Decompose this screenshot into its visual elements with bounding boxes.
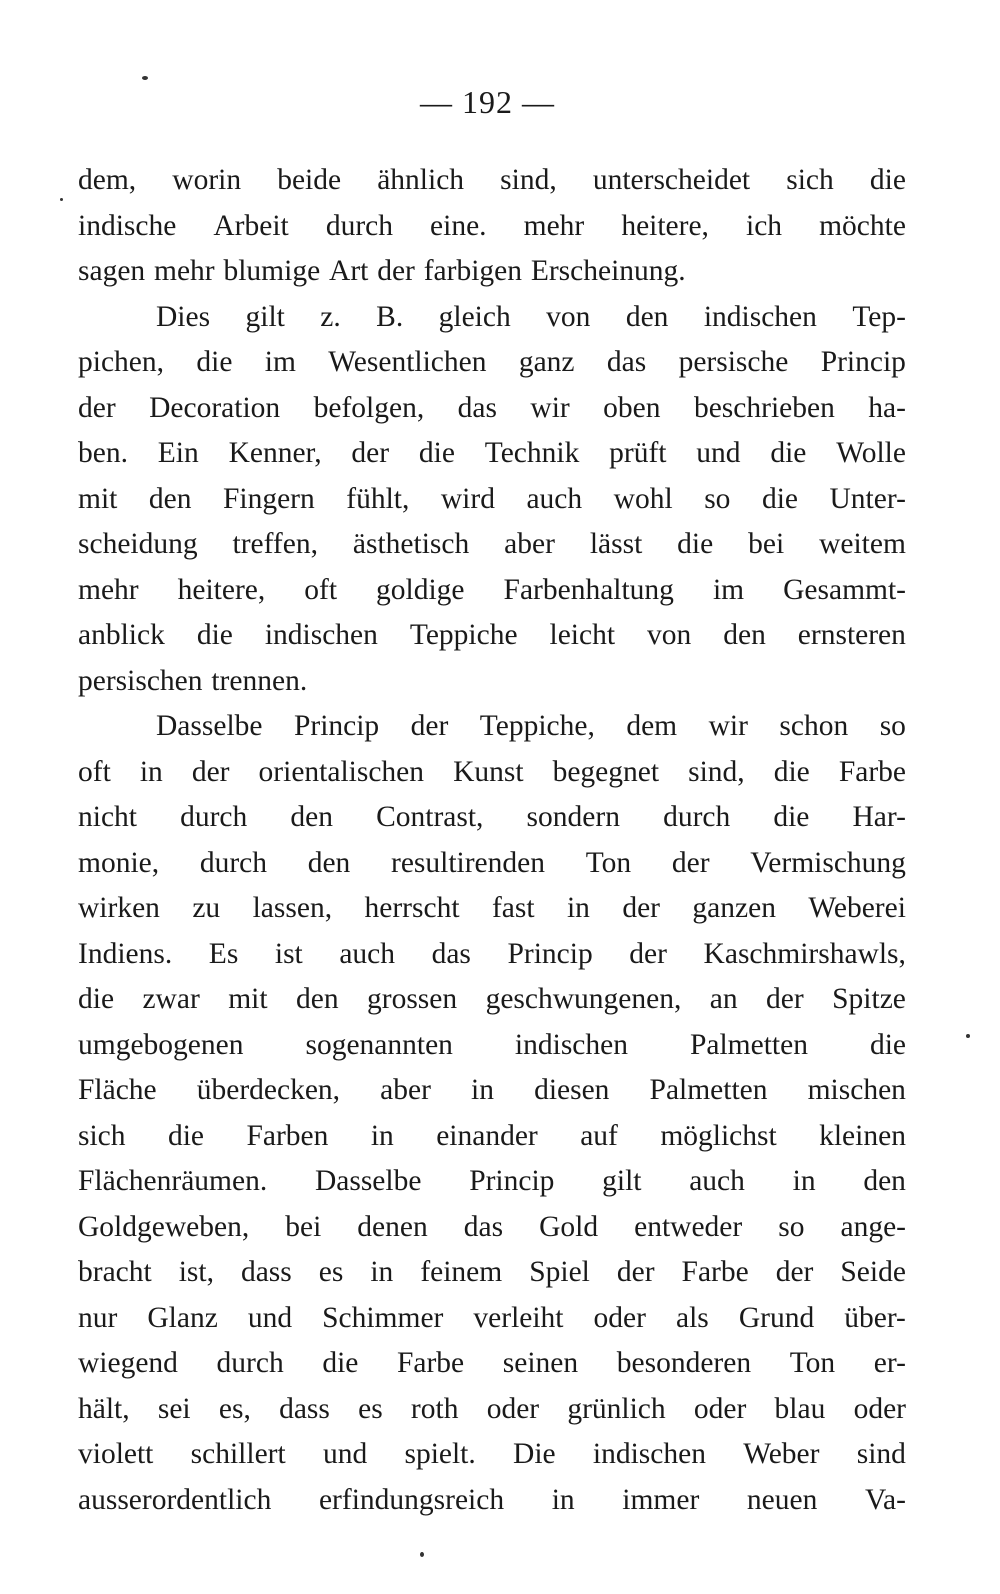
word: Es xyxy=(208,937,239,970)
word: durch xyxy=(180,801,248,833)
text-line xyxy=(78,932,906,978)
word: und xyxy=(696,437,741,469)
word: mit xyxy=(78,482,118,515)
word: Gold xyxy=(539,1210,599,1243)
word: Glanz xyxy=(147,1301,218,1334)
word: Weberei xyxy=(808,892,906,924)
word: Spitze xyxy=(832,983,906,1015)
word: in xyxy=(551,1483,575,1516)
word: über- xyxy=(844,1301,906,1334)
word: wiegend xyxy=(78,1347,178,1379)
word: Princip xyxy=(293,710,380,742)
word: orientalischen xyxy=(258,755,425,788)
word: durch xyxy=(325,209,393,242)
word: Ein xyxy=(157,437,199,469)
word: den xyxy=(625,300,669,333)
word: dass xyxy=(240,1256,292,1288)
word: mehr xyxy=(523,209,585,242)
print-speck xyxy=(420,1552,424,1557)
word: das xyxy=(463,1210,504,1243)
word: oder xyxy=(693,1392,747,1425)
word: wird xyxy=(440,482,495,515)
word: den xyxy=(295,983,339,1015)
word: der xyxy=(766,983,804,1015)
word: der xyxy=(616,1256,655,1288)
word: worin xyxy=(172,164,242,196)
word: Wesentlichen xyxy=(328,346,487,378)
word: z. xyxy=(320,300,341,333)
word: in xyxy=(471,1074,494,1106)
word: die xyxy=(322,1347,359,1379)
word: an xyxy=(709,983,738,1015)
word: mehr xyxy=(154,255,215,287)
word: im xyxy=(264,346,296,378)
word: den xyxy=(307,846,351,879)
word: besonderen xyxy=(616,1347,752,1379)
text-line xyxy=(78,704,906,750)
word: Princip xyxy=(469,1165,555,1197)
word: sei xyxy=(157,1392,191,1425)
word: indischen xyxy=(592,1438,706,1470)
word: schon xyxy=(779,710,849,742)
word: Schimmer xyxy=(322,1301,444,1334)
text-line xyxy=(78,659,906,705)
word: lassen, xyxy=(252,892,333,924)
word: Flächenräumen. xyxy=(78,1165,268,1197)
word: Teppiche xyxy=(409,619,518,651)
word: Dasselbe xyxy=(314,1165,422,1197)
word: durch xyxy=(216,1347,284,1379)
word: gilt xyxy=(245,300,285,333)
word: mehr xyxy=(78,573,139,606)
word: mit xyxy=(228,983,268,1015)
word: denen xyxy=(357,1210,428,1243)
word: violett xyxy=(78,1438,154,1470)
word: Farbe xyxy=(396,1347,465,1379)
word: die xyxy=(773,755,810,788)
word: der xyxy=(78,391,116,424)
word: auch xyxy=(339,937,396,970)
text-line xyxy=(78,431,906,477)
word: Art xyxy=(329,255,369,287)
text-line xyxy=(78,1068,906,1114)
word: sind, xyxy=(500,164,557,196)
word: von xyxy=(647,619,692,651)
word: Erscheinung. xyxy=(530,255,686,287)
word: in xyxy=(792,1165,816,1197)
word: der xyxy=(622,892,660,924)
word: das xyxy=(431,937,471,970)
word: Palmetten xyxy=(689,1028,808,1061)
word: so xyxy=(704,482,731,515)
word: ange- xyxy=(840,1210,906,1243)
word: Indiens. xyxy=(78,937,173,970)
word: die xyxy=(78,983,115,1015)
word: der xyxy=(191,755,230,788)
word: gleich xyxy=(438,300,511,333)
word: treffen, xyxy=(232,528,318,560)
word: ästhetisch xyxy=(352,528,470,560)
word: Kunst xyxy=(453,755,524,788)
word: mischen xyxy=(807,1074,906,1106)
word: die xyxy=(677,528,714,560)
word: blau xyxy=(774,1392,826,1425)
word: heitere, xyxy=(177,573,266,606)
text-line xyxy=(78,886,906,932)
word: gilt xyxy=(602,1165,642,1197)
word: weitem xyxy=(819,528,906,560)
word: eine. xyxy=(430,209,487,242)
text-line xyxy=(78,568,906,614)
word: sogenannten xyxy=(305,1028,453,1061)
word: oder xyxy=(853,1392,906,1425)
text-line xyxy=(78,795,906,841)
word: prüft xyxy=(609,437,667,469)
word: begegnet xyxy=(552,755,660,788)
word: durch xyxy=(199,846,267,879)
word: Contrast, xyxy=(376,801,484,833)
text-line xyxy=(78,1341,906,1387)
word: fühlt, xyxy=(346,482,410,515)
word: den xyxy=(723,619,766,651)
word: erfindungsreich xyxy=(318,1483,505,1516)
text-line xyxy=(78,1478,906,1524)
word: roth xyxy=(410,1392,459,1425)
word: wir xyxy=(530,391,570,424)
word: sich xyxy=(786,164,834,196)
word: es xyxy=(358,1392,383,1425)
page-number: — 192 — xyxy=(420,84,555,120)
text-line xyxy=(78,977,906,1023)
word: so xyxy=(879,710,906,742)
word: persischen xyxy=(78,664,203,697)
word: Vermischung xyxy=(750,846,906,879)
text-line xyxy=(78,1432,906,1478)
word: bracht xyxy=(78,1256,152,1288)
word: aber xyxy=(504,528,555,560)
word: seinen xyxy=(502,1347,579,1379)
word: sich xyxy=(78,1119,126,1152)
word: Arbeit xyxy=(213,209,289,242)
word: in xyxy=(139,755,163,788)
word: Ton xyxy=(585,846,632,879)
word: aber xyxy=(380,1074,431,1106)
word: Dasselbe xyxy=(156,710,263,742)
word: den xyxy=(863,1165,906,1197)
word: indischen xyxy=(703,300,817,333)
word: befolgen, xyxy=(313,391,425,424)
text-line xyxy=(78,386,906,432)
word: unterscheidet xyxy=(592,164,751,196)
word: Princip xyxy=(507,937,593,970)
word: verleiht xyxy=(473,1301,564,1334)
word: die xyxy=(418,437,455,469)
word: als xyxy=(676,1301,709,1334)
word: ganz xyxy=(518,346,575,378)
word: oben xyxy=(603,391,661,424)
word: Farbe xyxy=(838,755,906,788)
word: die xyxy=(196,619,233,651)
text-line xyxy=(78,1387,906,1433)
word: trennen. xyxy=(211,664,308,697)
word: lässt xyxy=(589,528,643,560)
word: dem, xyxy=(78,164,137,196)
word: den xyxy=(290,801,333,833)
word: die xyxy=(770,437,807,469)
word: leicht xyxy=(549,619,616,651)
word: grossen xyxy=(367,983,458,1015)
word: resultirenden xyxy=(391,846,545,879)
word: Spiel xyxy=(529,1256,590,1288)
word: schillert xyxy=(190,1438,286,1470)
text-line xyxy=(78,1114,906,1160)
word: Weber xyxy=(743,1438,820,1470)
word: beschrieben xyxy=(693,391,835,424)
print-speck xyxy=(60,198,63,201)
word: grünlich xyxy=(567,1392,666,1425)
word: Fläche xyxy=(78,1074,157,1106)
word: wohl xyxy=(613,482,673,515)
text-line xyxy=(78,1250,906,1296)
text-line xyxy=(78,295,906,341)
print-speck xyxy=(966,1034,970,1038)
word: und xyxy=(322,1438,368,1470)
word: es, xyxy=(218,1392,251,1425)
word: geschwungenen, xyxy=(485,983,682,1015)
word: bei xyxy=(748,528,785,560)
word: feinem xyxy=(420,1256,503,1288)
word: der xyxy=(629,937,667,970)
word: Wolle xyxy=(836,437,906,469)
word: Fingern xyxy=(222,482,315,515)
word: auf xyxy=(580,1119,618,1152)
text-line xyxy=(78,841,906,887)
word: die xyxy=(869,164,906,196)
word: der xyxy=(671,846,710,879)
word: Grund xyxy=(738,1301,815,1334)
word: Va- xyxy=(864,1483,906,1516)
word: monie, xyxy=(78,846,160,879)
text-line xyxy=(78,613,906,659)
word: überdecken, xyxy=(196,1074,341,1106)
word: persische xyxy=(678,346,789,378)
word: und xyxy=(247,1301,293,1334)
word: Ton xyxy=(789,1347,836,1379)
word: ich xyxy=(746,209,783,242)
word: sind, xyxy=(688,755,745,788)
word: nur xyxy=(78,1301,118,1334)
text-line xyxy=(78,249,906,295)
word: die xyxy=(167,1119,205,1152)
word: das xyxy=(606,346,647,378)
word: goldige xyxy=(376,573,465,606)
word: ben. xyxy=(78,437,128,469)
word: anblick xyxy=(78,619,165,651)
word: oder xyxy=(593,1301,646,1334)
word: kleinen xyxy=(819,1119,906,1152)
word: Farbenhaltung xyxy=(503,573,674,606)
word: sondern xyxy=(526,801,620,833)
word: dem xyxy=(626,710,678,742)
word: zwar xyxy=(142,983,200,1015)
word: B. xyxy=(376,300,404,333)
word: Kaschmirshawls, xyxy=(703,937,906,970)
word: hält, xyxy=(78,1392,130,1425)
word: in xyxy=(370,1119,394,1152)
word: durch xyxy=(663,801,731,833)
word: auch xyxy=(526,482,583,515)
word: möglichst xyxy=(660,1119,777,1152)
print-speck xyxy=(142,76,148,80)
word: Kenner, xyxy=(228,437,322,469)
word: auch xyxy=(689,1165,745,1197)
word: dass xyxy=(279,1392,330,1425)
word: zu xyxy=(192,892,221,924)
word: Gesammt- xyxy=(783,573,906,606)
word: blumige xyxy=(223,255,321,287)
word: ha- xyxy=(868,391,906,424)
word: Farben xyxy=(246,1119,329,1152)
text-line xyxy=(78,158,906,204)
text-line xyxy=(78,1023,906,1069)
word: im xyxy=(712,573,745,606)
word: diesen xyxy=(534,1074,610,1106)
word: Technik xyxy=(484,437,580,469)
word: Die xyxy=(513,1438,556,1470)
word: sind xyxy=(856,1438,906,1470)
word: nicht xyxy=(78,801,137,833)
word: möchte xyxy=(819,209,906,242)
word: der xyxy=(377,255,415,287)
text-line xyxy=(78,522,906,568)
word: beide xyxy=(277,164,342,196)
word: ist, xyxy=(178,1256,214,1288)
word: Goldgeweben, xyxy=(78,1210,250,1243)
word: ähnlich xyxy=(377,164,465,196)
word: Tep- xyxy=(852,300,906,333)
word: einander xyxy=(436,1119,538,1152)
word: scheidung xyxy=(78,528,198,560)
word: oder xyxy=(486,1392,540,1425)
word: der xyxy=(410,710,449,742)
word: fast xyxy=(491,892,535,924)
word: Farbe xyxy=(681,1256,749,1288)
word: Teppiche, xyxy=(479,710,595,742)
word: heitere, xyxy=(621,209,709,242)
word: spielt. xyxy=(404,1438,476,1470)
word: in xyxy=(370,1256,394,1288)
text-line xyxy=(78,1159,906,1205)
word: pichen, xyxy=(78,346,165,378)
word: Decoration xyxy=(149,391,281,424)
word: so xyxy=(778,1210,805,1243)
word: ernsteren xyxy=(797,619,906,651)
word: oft xyxy=(78,755,111,788)
word: der xyxy=(775,1256,814,1288)
word: indischen xyxy=(264,619,378,651)
word: wirken xyxy=(78,892,160,924)
word: er- xyxy=(873,1347,906,1379)
word: die xyxy=(773,801,810,833)
text-line xyxy=(78,340,906,386)
word: das xyxy=(457,391,497,424)
word: farbigen xyxy=(423,255,522,287)
word: Princip xyxy=(820,346,906,378)
word: ausserordentlich xyxy=(78,1483,272,1516)
word: umgebogenen xyxy=(78,1028,244,1061)
word: von xyxy=(546,300,591,333)
word: indische xyxy=(78,209,177,242)
word: den xyxy=(148,482,192,515)
word: ist xyxy=(274,937,303,970)
word: bei xyxy=(285,1210,322,1243)
word: Palmetten xyxy=(649,1074,768,1106)
word: immer xyxy=(622,1483,700,1516)
text-line xyxy=(78,1296,906,1342)
word: Dies xyxy=(156,300,211,333)
word: indischen xyxy=(514,1028,628,1061)
text-line xyxy=(78,477,906,523)
word: oft xyxy=(304,573,338,606)
word: ganzen xyxy=(692,892,776,924)
text-line xyxy=(78,750,906,796)
word: es xyxy=(318,1256,344,1288)
word: sagen xyxy=(78,255,146,287)
word: Har- xyxy=(852,801,906,833)
word: Unter- xyxy=(829,482,906,515)
word: in xyxy=(566,892,590,924)
word: entweder xyxy=(634,1210,743,1243)
word: der xyxy=(351,437,390,469)
word: herrscht xyxy=(364,892,460,924)
word: Seide xyxy=(840,1256,906,1288)
body-text xyxy=(78,158,906,1523)
text-line xyxy=(78,204,906,250)
word: die xyxy=(196,346,233,378)
word: die xyxy=(761,482,798,515)
word: neuen xyxy=(746,1483,818,1516)
word: wir xyxy=(708,710,748,742)
word: die xyxy=(869,1028,906,1061)
text-line xyxy=(78,1205,906,1251)
